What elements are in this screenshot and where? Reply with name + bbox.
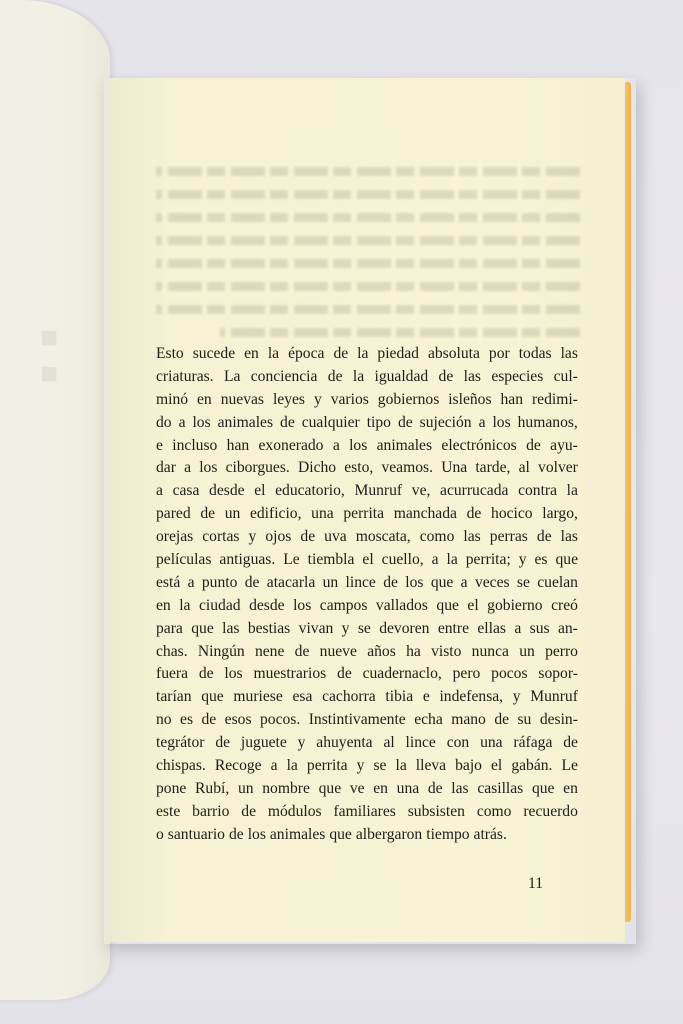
text-line: e incluso han exonerado a los animales electrónicos de ayu- [156,436,578,454]
left-page-bleed-through: ■ ■ [40,321,59,390]
body-text [156,343,578,847]
text-line: en la ciudad desde los campos vallados que el gobierno creó [156,596,578,614]
bleed-line [156,229,580,252]
text-line: tarían que muriese esa cachorra tibia e indefensa, y Munruf [156,688,578,706]
page-number: 11 [527,875,543,892]
text-line: tegrátor de juguete y ahuyenta al lince con una ráfaga de [156,734,578,752]
text-line: pared de un edificio, una perrita manchada de hocico largo, [156,505,578,523]
bleed-line [156,275,580,298]
text-line: a casa desde el educatorio, Munruf ve, acurrucada contra la [156,482,578,500]
text-line: chas. Ningún nene de nueve años ha visto nunca un perro [156,642,578,660]
text-line: criaturas. La conciencia de la igualdad de las especies cul- [156,367,578,385]
text-line: chispas. Recoge a la perrita y se la lleva bajo el gabán. Le [156,757,578,775]
facing-page-left [0,0,110,1000]
bleed-line [156,160,580,183]
text-line: no es de esos pocos. Instintivamente echa mano de su desin- [156,711,578,729]
text-line: dar a los ciborgues. Dicho esto, veamos. Una tarde, al volver [156,459,578,477]
bleed-line [156,321,580,344]
text-line: Esto sucede en la época de la piedad absoluta por todas las [156,345,578,362]
bleed-line [156,298,580,321]
bleed-line [156,252,580,275]
bleed-line [156,206,580,229]
book-page [108,78,625,942]
text-line: este barrio de módulos familiares subsisten como recuerdo [156,802,578,820]
text-line: pone Rubí, un nombre que ve en una de las casillas que en [156,779,578,797]
text-line: o santuario de los animales que albergaron tiempo atrás. [156,825,507,843]
text-line: do a los animales de cualquier tipo de sujeción a los humanos, [156,413,578,431]
text-line: para que las bestias vivan y se devoren entre ellas a sus an- [156,619,578,637]
text-line: está a punto de atacarla un lince de los que a veces se cuelan [156,573,578,591]
text-line: películas antiguas. Le tiembla el cuello, a la perrita; y es que [156,551,578,569]
text-line: fuera de los muestrarios de cuadernaclo, pero pocos sopor- [156,665,578,683]
reverse-side-bleed-through [156,160,580,344]
bleed-line [156,183,580,206]
text-line: minó en nuevas leyes y varios gobiernos isleños han redimi- [156,390,578,408]
text-line: orejas cortas y ojos de uva moscata, como las perras de las [156,528,578,546]
